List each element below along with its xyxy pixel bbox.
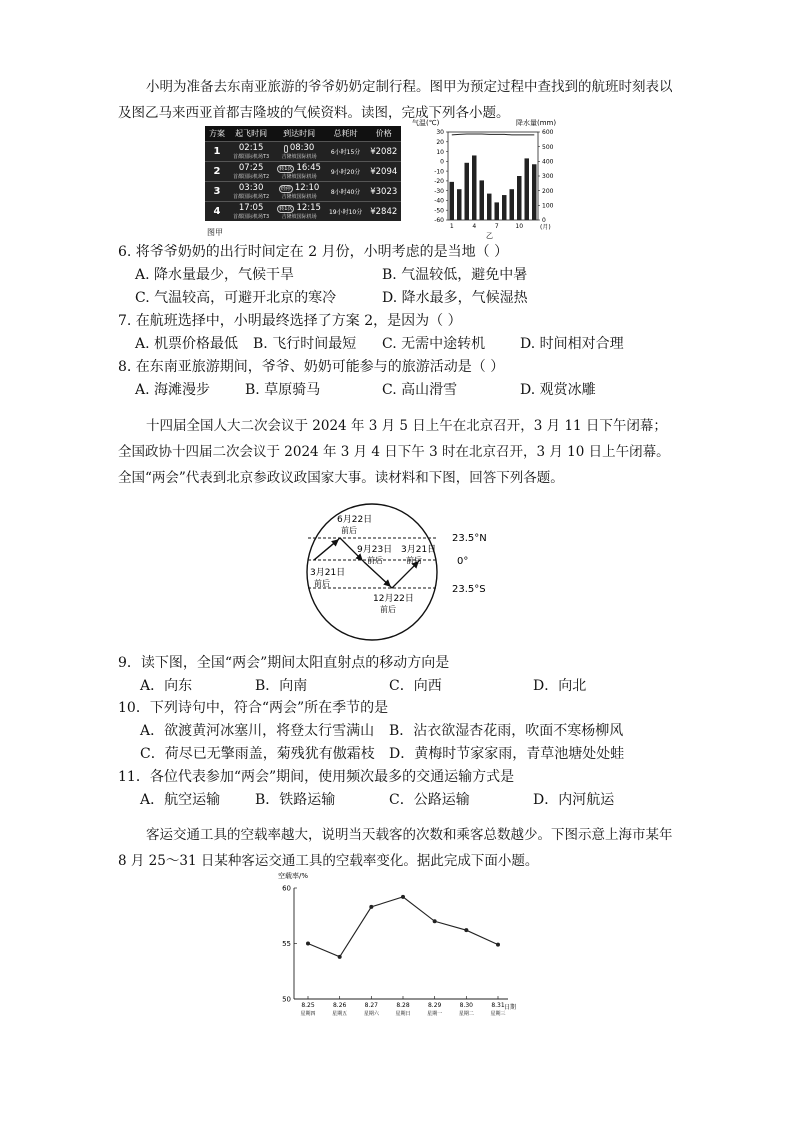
flight-table-figure xyxy=(205,126,401,237)
flight-arrive-time: 08:30 xyxy=(289,143,315,153)
load-date-label: 8.25 xyxy=(301,1002,315,1009)
q8-option-d[interactable]: D. 观赏冰雕 xyxy=(520,382,596,398)
load-y-tick-label: 55 xyxy=(282,940,291,948)
flight-table-header xyxy=(205,126,401,142)
q6-option-b[interactable]: B. 气温较低，避免中暑 xyxy=(382,267,528,283)
label-lat-23s: 23.5°S xyxy=(452,584,486,595)
flight-row[interactable] xyxy=(205,202,401,222)
precip-tick-label: 300 xyxy=(542,173,554,181)
q9-option-c[interactable]: C．向西 xyxy=(389,678,442,694)
flight-header-4: 价格 xyxy=(366,126,401,142)
precip-tick-label: 500 xyxy=(542,143,554,151)
flight-arrive-cell xyxy=(273,202,325,222)
flight-duration: 8小时40分 xyxy=(325,182,366,202)
precipitation-bar xyxy=(480,180,485,220)
temp-tick-label: -50 xyxy=(434,207,444,215)
q9-option-d[interactable]: D．向北 xyxy=(533,678,587,694)
temp-tick-label: 30 xyxy=(436,129,444,137)
flight-row[interactable] xyxy=(205,142,401,162)
flight-depart-time: 07:25 xyxy=(238,163,264,173)
arrow-to-mar21 xyxy=(392,562,418,588)
flight-depart-airport: 首都国际机场T2 xyxy=(233,194,270,200)
load-weekday-label: 星期一 xyxy=(427,1011,443,1017)
temp-tick-label: -20 xyxy=(434,178,444,186)
flight-depart-time: 02:15 xyxy=(238,143,264,153)
flight-arrive-airport: 吉隆坡国际机场 xyxy=(281,174,317,180)
flight-transfer-badge xyxy=(284,145,288,153)
flight-arrive-cell xyxy=(273,182,325,202)
month-tick-label: 7 xyxy=(494,223,499,230)
flight-depart-cell xyxy=(229,162,273,182)
temp-tick-label: -30 xyxy=(434,187,444,195)
q10-option-a[interactable]: A．欲渡黄河冰塞川，将登太行雪满山 xyxy=(140,723,375,739)
flight-transfer-badge: 转1次 xyxy=(279,206,293,212)
label-lat-23n: 23.5°N xyxy=(452,533,487,544)
climate-chart xyxy=(412,116,562,242)
precip-tick-label: 600 xyxy=(542,129,554,137)
temp-tick-label: 20 xyxy=(436,138,444,146)
load-weekday-label: 星期三 xyxy=(490,1011,506,1017)
question-8-stem: 8. 在东南亚旅游期间，爷爷、奶奶可能参与的旅游活动是（ ） xyxy=(118,359,505,375)
flight-table xyxy=(205,126,401,221)
q10-option-d[interactable]: D．黄梅时节家家雨，青草池塘处处蛙 xyxy=(389,746,625,762)
label-sep23: 9月23日 xyxy=(357,545,393,555)
flight-depart-airport: 首都国际机场T3 xyxy=(233,214,270,220)
q7-option-c[interactable]: C. 无需中途转机 xyxy=(382,336,486,352)
flight-depart-cell xyxy=(229,182,273,202)
climate-caption: 乙 xyxy=(486,232,493,240)
flight-plan-number: 3 xyxy=(205,182,229,202)
flight-table-caption: 图甲 xyxy=(207,228,223,237)
flight-transfer-badge: 转1次 xyxy=(279,166,293,172)
precipitation-bar xyxy=(487,194,492,220)
question-7-stem: 7. 在航班选择中，小明最终选择了方案 2，是因为（ ） xyxy=(118,313,462,329)
flight-header-3: 总耗时 xyxy=(325,126,366,142)
q8-option-a[interactable]: A. 海滩漫步 xyxy=(135,382,211,398)
flight-duration: 6小时15分 xyxy=(325,142,366,162)
temp-tick-label: -60 xyxy=(434,217,444,225)
precip-tick-label: 100 xyxy=(542,202,554,210)
precip-tick-label: 400 xyxy=(542,158,554,166)
load-date-label: 8.26 xyxy=(332,1002,347,1009)
flight-plan-number: 4 xyxy=(205,202,229,222)
flight-transfer-badge: 经停 xyxy=(280,186,291,192)
label-jun22: 6月22日 xyxy=(337,515,373,525)
precipitation-bar xyxy=(495,202,500,220)
q11-option-d[interactable]: D．内河航运 xyxy=(533,792,615,808)
load-y-axis-label: 空载率/% xyxy=(278,872,309,880)
precip-tick-label: 200 xyxy=(542,187,554,195)
load-weekday-label: 星期五 xyxy=(332,1011,348,1017)
flight-row[interactable] xyxy=(205,162,401,182)
flight-arrive-airport: 吉隆坡国际机场 xyxy=(281,194,317,200)
month-tick-label: 1 xyxy=(449,223,454,230)
load-weekday-label: 星期二 xyxy=(458,1011,474,1017)
flight-header-1: 起飞时间 xyxy=(229,126,273,142)
temperature-line xyxy=(452,134,535,135)
flight-price: ¥3023 xyxy=(366,182,401,202)
q11-option-c[interactable]: C．公路运输 xyxy=(389,792,470,808)
flight-header-0: 方案 xyxy=(205,126,229,142)
label-lat-0: 0° xyxy=(457,556,469,567)
q8-option-c[interactable]: C. 高山滑雪 xyxy=(382,382,458,398)
precipitation-bar xyxy=(457,189,462,220)
load-data-point xyxy=(433,919,437,923)
flight-arrive-time: 12:15 xyxy=(296,203,321,213)
load-date-label: 8.28 xyxy=(396,1002,410,1009)
flight-duration: 19小时10分 xyxy=(325,202,366,222)
q11-option-a[interactable]: A．航空运输 xyxy=(140,792,221,808)
load-date-label: 8.29 xyxy=(427,1002,442,1009)
load-data-point xyxy=(401,895,405,899)
load-date-label: 8.31 xyxy=(491,1002,505,1009)
label-dec22-front-back: 前后 xyxy=(380,605,396,614)
label-dec22: 12月22日 xyxy=(373,594,414,604)
q10-option-b[interactable]: B．沾衣欲湿杏花雨，吹面不寒杨柳风 xyxy=(389,723,624,739)
precipitation-bar xyxy=(525,158,530,220)
climate-month-unit: (月) xyxy=(540,224,551,231)
empty-load-rate-line xyxy=(308,897,498,957)
q7-option-b[interactable]: B. 飞行时间最短 xyxy=(253,336,357,352)
flight-depart-airport: 首都国际机场T2 xyxy=(233,174,270,180)
sun-direct-point-diagram xyxy=(300,500,530,645)
load-x-axis-label: 日期 xyxy=(504,1004,517,1011)
q9-option-b[interactable]: B．向南 xyxy=(255,678,308,694)
label-mar21-right-front-back: 前后 xyxy=(406,556,422,565)
flight-arrive-airport: 吉隆坡国际机场 xyxy=(281,214,317,220)
flight-arrive-cell xyxy=(273,162,325,182)
climate-right-label: 降水量(mm) xyxy=(516,119,557,127)
load-weekday-label: 星期日 xyxy=(395,1011,411,1017)
q6-option-d[interactable]: D. 降水最多，气候湿热 xyxy=(382,290,528,306)
flight-header-2: 到达时间 xyxy=(273,126,325,142)
precipitation-bar xyxy=(472,155,477,220)
q7-option-a[interactable]: A. 机票价格最低 xyxy=(135,336,239,352)
question-9-stem: 9．读下图，全国“两会”期间太阳直射点的移动方向是 xyxy=(118,655,450,671)
flight-price: ¥2094 xyxy=(366,162,401,182)
flight-depart-airport: 首都国际机场T3 xyxy=(233,154,270,160)
load-data-point xyxy=(306,942,310,946)
q10-option-c[interactable]: C．荷尽已无擎雨盖，菊残犹有傲霜枝 xyxy=(140,746,375,762)
flight-depart-cell xyxy=(229,202,273,222)
question-10-stem: 10．下列诗句中，符合“两会”所在季节的是 xyxy=(118,700,389,716)
intro-paragraph-1: 小明为准备去东南亚旅游的爷爷奶奶定制行程。图甲为预定过程中查找到的航班时刻表以及图乙马来西亚首都吉隆坡的气候资料。读图，完成下列各小题。 xyxy=(118,79,673,121)
question-6-stem: 6. 将爷爷奶奶的出行时间定在 2 月份，小明考虑的是当地（ ） xyxy=(118,244,509,260)
month-tick-label: 4 xyxy=(472,223,477,230)
flight-price: ¥2082 xyxy=(366,142,401,162)
flight-arrive-time: 16:45 xyxy=(296,163,321,173)
flight-plan-number: 2 xyxy=(205,162,229,182)
q7-option-d[interactable]: D. 时间相对合理 xyxy=(520,336,624,352)
load-weekday-label: 星期六 xyxy=(363,1011,379,1017)
flight-duration: 9小时20分 xyxy=(325,162,366,182)
label-mar21-left: 3月21日 xyxy=(310,568,346,578)
load-date-label: 8.30 xyxy=(459,1002,474,1009)
flight-price: ¥2842 xyxy=(366,202,401,222)
flight-depart-time: 17:05 xyxy=(238,203,264,213)
load-data-point xyxy=(338,955,342,959)
flight-arrive-cell xyxy=(273,142,325,162)
precipitation-bar xyxy=(517,176,522,220)
flight-depart-cell xyxy=(229,142,273,162)
month-tick-label: 10 xyxy=(515,223,524,230)
load-date-label: 8.27 xyxy=(364,1002,379,1009)
precipitation-bar xyxy=(465,163,470,220)
temp-tick-label: 10 xyxy=(436,148,444,156)
load-data-point xyxy=(369,905,373,909)
temp-tick-label: 0 xyxy=(440,158,444,166)
q6-option-a[interactable]: A. 降水量最少，气候干旱 xyxy=(135,267,295,283)
question-11-stem: 11．各位代表参加“两会”期间，使用频次最多的交通运输方式是 xyxy=(118,769,515,785)
intro-paragraph-3: 客运交通工具的空载率越大，说明当天载客的次数和乘客总数越少。下图示意上海市某年 8 月 25～31 日某种客运交通工具的空载率变化。据此完成下面小题。 xyxy=(118,827,673,869)
label-sep23-front-back: 前后 xyxy=(367,556,383,565)
label-jun22-front-back: 前后 xyxy=(341,526,357,535)
intro-paragraph-2: 十四届全国人大二次会议于 2024 年 3 月 5 日上午在北京召开，3 月 11 日下午闭幕；全国政协十四届二次会议于 2024 年 3 月 4 日下午 3 时在北京召开，3 月 10 日上午闭幕。全国“两会”代表到北京参政议政国家大事。读材料和下图，回答下列各题。 xyxy=(118,418,670,486)
precipitation-bar xyxy=(532,164,537,220)
label-mar21-left-front-back: 前后 xyxy=(314,579,330,588)
q8-option-b[interactable]: B. 草原骑马 xyxy=(245,382,321,398)
q9-option-a[interactable]: A．向东 xyxy=(140,678,193,694)
temp-tick-label: -40 xyxy=(434,197,444,205)
arrow-to-jun22 xyxy=(314,540,338,560)
precipitation-bar xyxy=(502,195,507,220)
empty-load-rate-chart xyxy=(278,868,528,1018)
precipitation-bar xyxy=(450,182,455,220)
load-data-point xyxy=(496,943,500,947)
flight-arrive-airport: 吉隆坡国际机场 xyxy=(281,154,317,160)
load-y-tick-label: 60 xyxy=(282,884,291,893)
flight-depart-time: 03:30 xyxy=(238,183,264,193)
temp-tick-label: -10 xyxy=(434,168,444,176)
flight-arrive-time: 12:10 xyxy=(294,183,320,193)
arrow-to-dec22 xyxy=(364,562,390,586)
q6-option-c[interactable]: C. 气温较高，可避开北京的寒冷 xyxy=(135,290,337,306)
flight-row[interactable] xyxy=(205,182,401,202)
flight-plan-number: 1 xyxy=(205,142,229,162)
load-y-tick-label: 50 xyxy=(282,995,291,1004)
label-mar21-right: 3月21日 xyxy=(401,545,437,555)
climate-left-label: 气温(℃) xyxy=(412,119,440,127)
precip-tick-label: 0 xyxy=(542,217,546,225)
load-weekday-label: 星期四 xyxy=(300,1011,316,1017)
precipitation-bar xyxy=(510,189,515,220)
q11-option-b[interactable]: B．铁路运输 xyxy=(255,792,336,808)
load-data-point xyxy=(464,928,468,932)
